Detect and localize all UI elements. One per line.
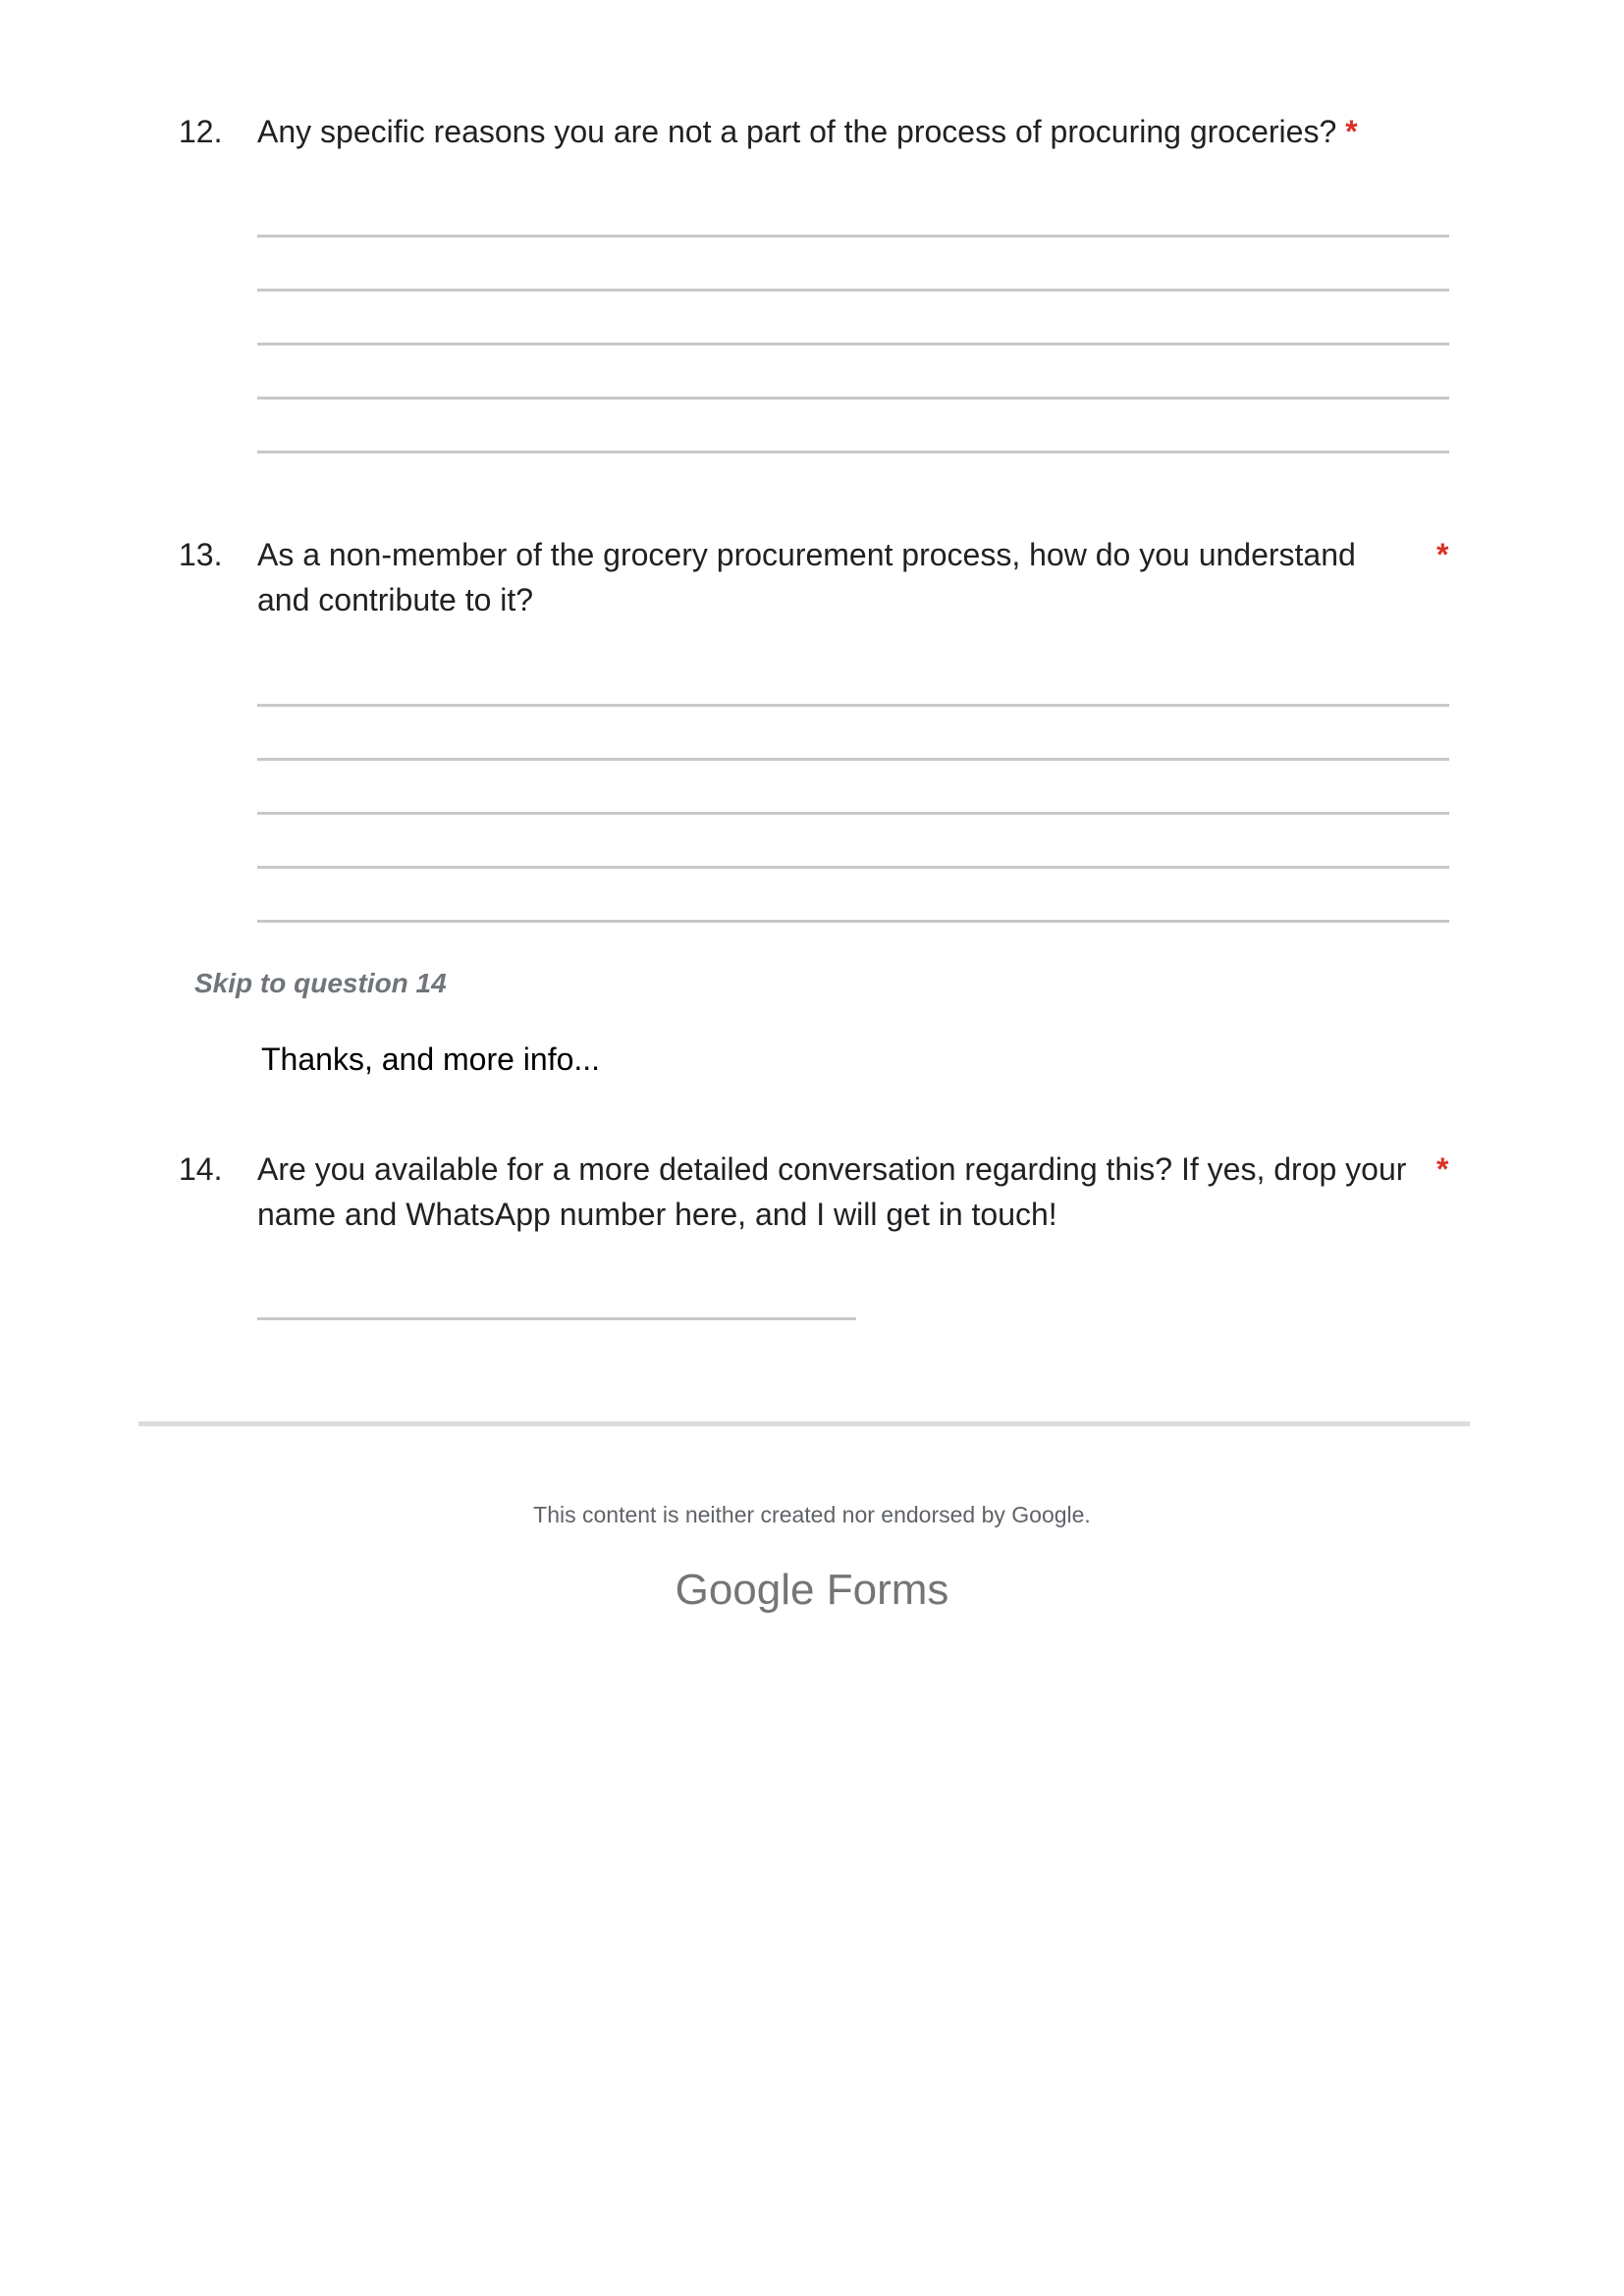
brand-forms: Forms bbox=[826, 1566, 949, 1614]
question-number: 13. bbox=[179, 537, 223, 572]
section-title: Thanks, and more info... bbox=[261, 1041, 601, 1077]
question-number: 12. bbox=[179, 114, 223, 149]
google-forms-logo bbox=[0, 1561, 1624, 1620]
required-asterisk: * bbox=[1345, 114, 1358, 149]
question-label: Are you available for a more detailed conversation regarding this? If yes, drop your name and WhatsApp number here, and I will get in touch! bbox=[257, 1151, 1407, 1232]
question-text bbox=[257, 109, 1358, 154]
answer-line[interactable] bbox=[257, 812, 1449, 815]
answer-line[interactable] bbox=[257, 758, 1449, 761]
required-asterisk: * bbox=[1436, 537, 1449, 572]
footer-divider bbox=[138, 1421, 1470, 1426]
answer-line[interactable] bbox=[257, 397, 1449, 400]
answer-line[interactable] bbox=[257, 289, 1449, 292]
required-asterisk: * bbox=[1436, 1151, 1449, 1187]
footer-disclaimer: This content is neither created nor endorsed by Google. bbox=[533, 1502, 1091, 1527]
answer-line[interactable] bbox=[257, 343, 1449, 346]
brand-google: Google bbox=[675, 1566, 815, 1614]
answer-line[interactable] bbox=[257, 451, 1449, 454]
answer-line[interactable] bbox=[257, 920, 1449, 923]
answer-line[interactable] bbox=[257, 704, 1449, 707]
answer-line[interactable] bbox=[257, 235, 1449, 238]
question-number: 14. bbox=[179, 1151, 223, 1187]
skip-note: Skip to question 14 bbox=[194, 968, 447, 998]
answer-line[interactable] bbox=[257, 1317, 856, 1320]
answer-line[interactable] bbox=[257, 866, 1449, 869]
question-label: Any specific reasons you are not a part of the process of procuring groceries? bbox=[257, 114, 1337, 149]
question-label: As a non-member of the grocery procurement process, how do you understand and contribute to it? bbox=[257, 537, 1356, 617]
